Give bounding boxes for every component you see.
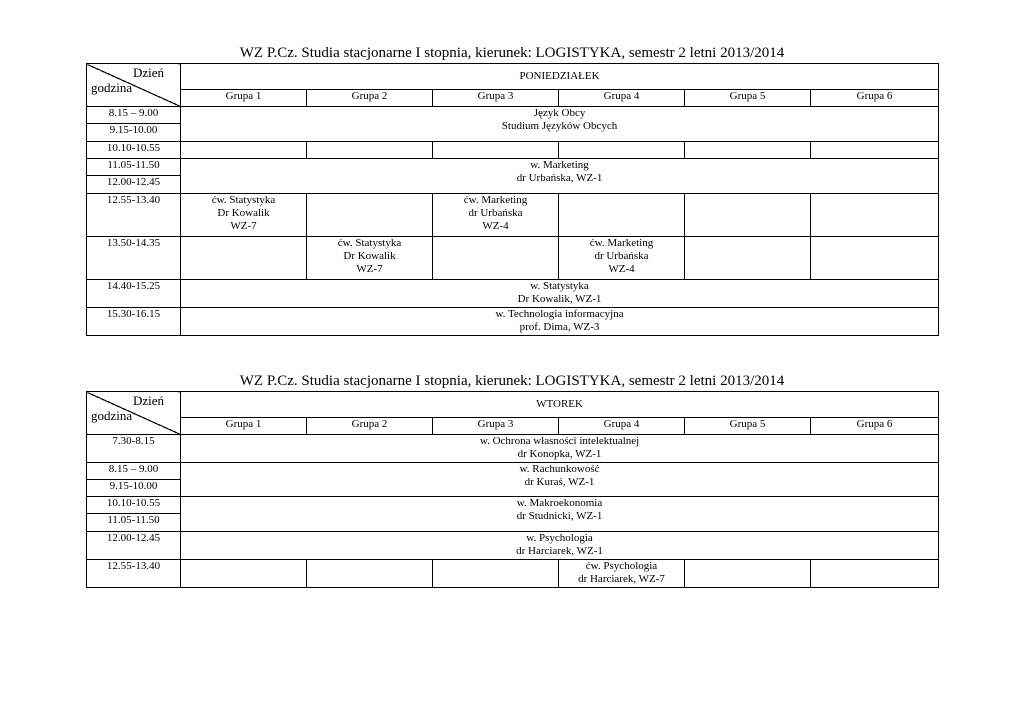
group-header: Grupa 6: [811, 418, 939, 435]
time-slot: 10.10-10.55: [87, 142, 181, 159]
class-block: w. Technologia informacyjna prof. Dima, WZ-3: [181, 308, 939, 336]
time-slot: 9.15-10.00: [87, 480, 181, 497]
hour-label: godzina: [91, 408, 133, 423]
tuesday-timetable: [86, 391, 939, 588]
time-slot: 9.15-10.00: [87, 124, 181, 142]
empty-cell: [433, 142, 559, 159]
time-slot: 14.40-15.25: [87, 280, 181, 308]
header-corner-cell: [87, 64, 181, 107]
header-corner-cell: [87, 392, 181, 435]
empty-cell: [811, 560, 939, 588]
time-slot: 15.30-16.15: [87, 308, 181, 336]
empty-cell: [307, 142, 433, 159]
empty-cell: [559, 142, 685, 159]
empty-cell: [811, 237, 939, 280]
group-header: Grupa 1: [181, 418, 307, 435]
time-slot: 12.00-12.45: [87, 176, 181, 194]
time-slot: 11.05-11.50: [87, 514, 181, 532]
document-title: WZ P.Cz. Studia stacjonarne I stopnia, kierunek: LOGISTYKA, semestr 2 letni 2013/2014: [239, 373, 785, 389]
group-header: Grupa 3: [433, 90, 559, 107]
empty-cell: [685, 237, 811, 280]
empty-cell: [181, 560, 307, 588]
time-slot: 12.00-12.45: [87, 532, 181, 560]
empty-cell: [181, 237, 307, 280]
group-header: Grupa 3: [433, 418, 559, 435]
class-block: w. Ochrona własności intelektualnej dr Konopka, WZ-1: [181, 435, 939, 463]
time-slot: 10.10-10.55: [87, 497, 181, 514]
class-block: ćw. Marketing dr Urbańska WZ-4: [433, 194, 559, 237]
empty-cell: [181, 142, 307, 159]
time-slot: 12.55-13.40: [87, 194, 181, 237]
day-title-tuesday: WTOREK: [181, 392, 939, 418]
empty-cell: [685, 142, 811, 159]
time-slot: 12.55-13.40: [87, 560, 181, 588]
group-header: Grupa 1: [181, 90, 307, 107]
empty-cell: [307, 194, 433, 237]
group-header: Grupa 5: [685, 418, 811, 435]
empty-cell: [811, 194, 939, 237]
class-block: w. Makroekonomia dr Studnicki, WZ-1: [181, 497, 939, 532]
class-block: ćw. Psychologia dr Harciarek, WZ-7: [559, 560, 685, 588]
group-header: Grupa 2: [307, 90, 433, 107]
day-title-monday: PONIEDZIAŁEK: [181, 64, 939, 90]
empty-cell: [433, 560, 559, 588]
time-slot: 7.30-8.15: [87, 435, 181, 463]
group-header: Grupa 2: [307, 418, 433, 435]
class-block: w. Rachunkowość dr Kuraś, WZ-1: [181, 463, 939, 497]
class-block: ćw. Marketing dr Urbańska WZ-4: [559, 237, 685, 280]
day-label: Dzień: [132, 65, 164, 80]
empty-cell: [433, 237, 559, 280]
day-label: Dzień: [132, 393, 164, 408]
empty-cell: [307, 560, 433, 588]
class-block: w. Psychologia dr Harciarek, WZ-1: [181, 532, 939, 560]
empty-cell: [811, 142, 939, 159]
group-header: Grupa 5: [685, 90, 811, 107]
hour-label: godzina: [91, 80, 133, 95]
empty-cell: [559, 194, 685, 237]
class-block: Język Obcy Studium Języków Obcych: [181, 107, 939, 142]
time-slot: 8.15 – 9.00: [87, 463, 181, 480]
class-block: w. Statystyka Dr Kowalik, WZ-1: [181, 280, 939, 308]
empty-cell: [685, 560, 811, 588]
class-block: ćw. Statystyka Dr Kowalik WZ-7: [181, 194, 307, 237]
empty-cell: [685, 194, 811, 237]
time-slot: 13.50-14.35: [87, 237, 181, 280]
group-header: Grupa 4: [559, 418, 685, 435]
time-slot: 11.05-11.50: [87, 159, 181, 176]
group-header: Grupa 4: [559, 90, 685, 107]
group-header: Grupa 6: [811, 90, 939, 107]
class-block: ćw. Statystyka Dr Kowalik WZ-7: [307, 237, 433, 280]
document-title: WZ P.Cz. Studia stacjonarne I stopnia, kierunek: LOGISTYKA, semestr 2 letni 2013/2014: [239, 45, 785, 61]
monday-timetable: [86, 63, 939, 336]
time-slot: 8.15 – 9.00: [87, 107, 181, 124]
class-block: w. Marketing dr Urbańska, WZ-1: [181, 159, 939, 194]
